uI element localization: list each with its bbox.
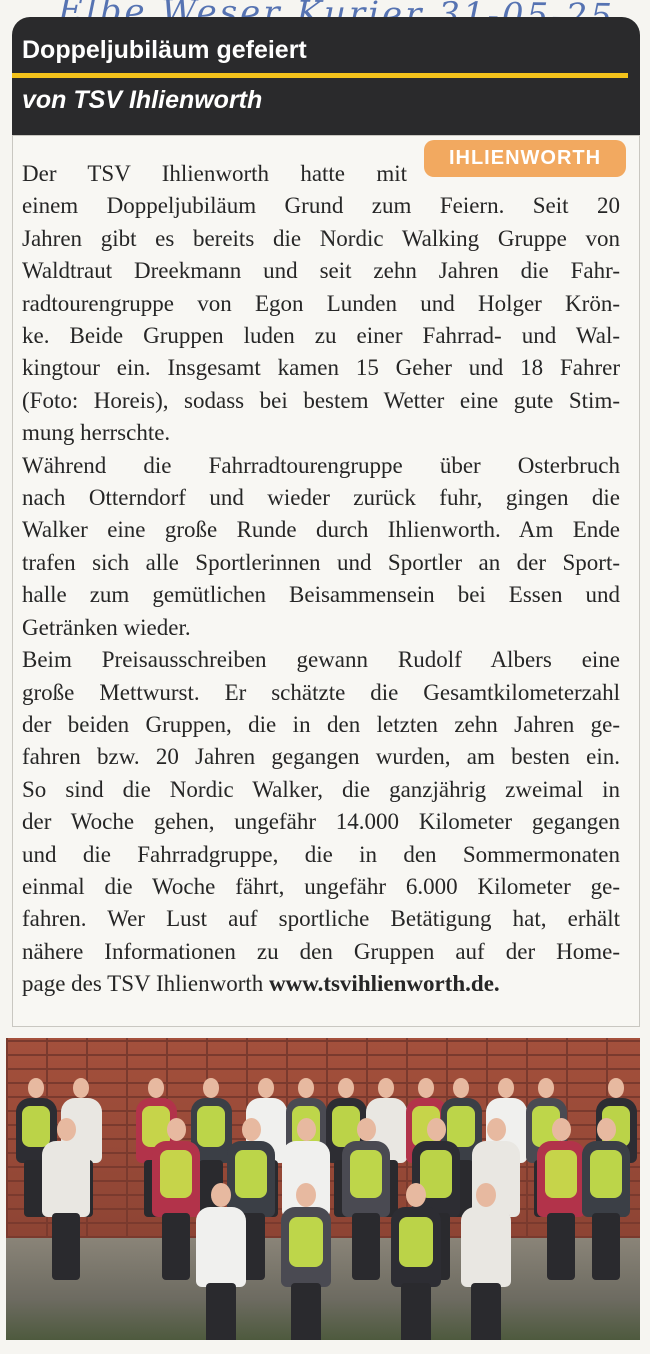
person-head [538,1078,554,1098]
safety-vest [447,1106,475,1147]
person-legs [206,1283,236,1340]
person-body [472,1141,520,1217]
person-head [297,1118,316,1141]
safety-vest [545,1150,577,1198]
text-line: kingtour ein. Insgesamt kamen 15 Geher und 18 Fahrer [22,355,620,381]
text-line: page des TSV Ihlienworth [22,971,264,997]
text-line: Der TSV Ihlienworth hatte mit [22,161,407,186]
person-head [476,1183,496,1207]
person-head [552,1118,571,1141]
text-line: nähere Informationen zu den Gruppen auf der Home- [22,938,620,964]
text-line: ke. Beide Gruppen luden zu einer Fahrrad- und Wal- [22,323,620,349]
person-legs [52,1213,81,1280]
text-line: Walker eine große Runde durch Ihlienworth. Am Ende [22,517,620,543]
person-body [196,1207,246,1287]
person-head [28,1078,44,1098]
safety-vest [399,1217,433,1267]
safety-vest [22,1106,50,1147]
header-divider [12,73,628,78]
person-head [597,1118,616,1141]
article-subtitle: von TSV Ihlienworth [22,86,263,114]
person-legs [401,1283,431,1340]
text-line: große Mettwurst. Er schätzte die Gesamtkilometerzahl [22,679,620,705]
text-line: mung herrschte. [22,420,171,446]
person-head [498,1078,514,1098]
text-line: Jahren gibt es bereits die Nordic Walking Gruppe von [22,225,620,251]
safety-vest [160,1150,192,1198]
person-legs [471,1283,501,1340]
person-body [461,1207,511,1287]
safety-vest [350,1150,382,1198]
text-line: einem Doppeljubiläum Grund zum Feiern. Seit 20 [22,193,620,219]
text-line: fahren bzw. 20 Jahren gegangen wurden, am besten ein. [22,744,620,770]
text-line: Getränken wieder. [22,614,191,640]
text-line: einmal die Woche fährt, ungefähr 6.000 Kilometer ge- [22,873,620,899]
text-line: Waldtraut Dreekmann und seit zehn Jahren die Fahr- [22,258,620,284]
person-head [427,1118,446,1141]
text-line: (Foto: Horeis), sodass bei bestem Wetter eine gute Stim- [22,387,620,413]
person-head [608,1078,624,1098]
person-head [357,1118,376,1141]
text-line: und die Fahrradgruppe, die in den Sommermonaten [22,841,620,867]
person-head [73,1078,89,1098]
safety-vest [590,1150,622,1198]
person-head [242,1118,261,1141]
website-url: www.tsvihlienworth.de. [269,971,500,997]
person-head [406,1183,426,1207]
person-head [298,1078,314,1098]
person-head [418,1078,434,1098]
person-head [203,1078,219,1098]
text-line: Während die Fahrradtourengruppe über Osterbruch [22,452,620,478]
person-head [258,1078,274,1098]
person-legs [291,1283,321,1340]
person-legs [592,1213,621,1280]
text-line: radtourengruppe von Egon Lunden und Holger Krön- [22,290,620,316]
text-line: Beim Preisausschreiben gewann Rudolf Albers eine [22,647,620,673]
safety-vest [289,1217,323,1267]
group-photo [6,1038,640,1340]
person-head [167,1118,186,1141]
person-legs [162,1213,191,1280]
text-line: fahren. Wer Lust auf sportliche Betätigung hat, erhält [22,906,620,932]
article-title: Doppeljubiläum gefeiert [22,36,307,64]
person-legs [547,1213,576,1280]
article-text [22,158,620,1001]
safety-vest [197,1106,225,1147]
person-head [453,1078,469,1098]
person-legs [352,1213,381,1280]
text-line: nach Otterndorf und wieder zurück fuhr, gingen die [22,485,620,511]
person-head [296,1183,316,1207]
person-head [487,1118,506,1141]
person-head [211,1183,231,1207]
text-line: So sind die Nordic Walker, die ganzjährig zweimal in [22,776,620,802]
person-head [378,1078,394,1098]
safety-vest [235,1150,267,1198]
text-line: halle zum gemütlichen Beisammensein bei Essen und [22,582,620,608]
text-line-final [22,968,620,1000]
text-line: der Woche gehen, ungefähr 14.000 Kilometer gegangen [22,809,620,835]
location-tag: IHLIENWORTH [424,140,626,177]
person-head [57,1118,76,1141]
person-head [338,1078,354,1098]
person-body [42,1141,90,1217]
person-head [148,1078,164,1098]
text-line: der beiden Gruppen, die in den letzten zehn Jahren ge- [22,711,620,737]
text-line: trafen sich alle Sportlerinnen und Sportler an der Sport- [22,549,620,575]
